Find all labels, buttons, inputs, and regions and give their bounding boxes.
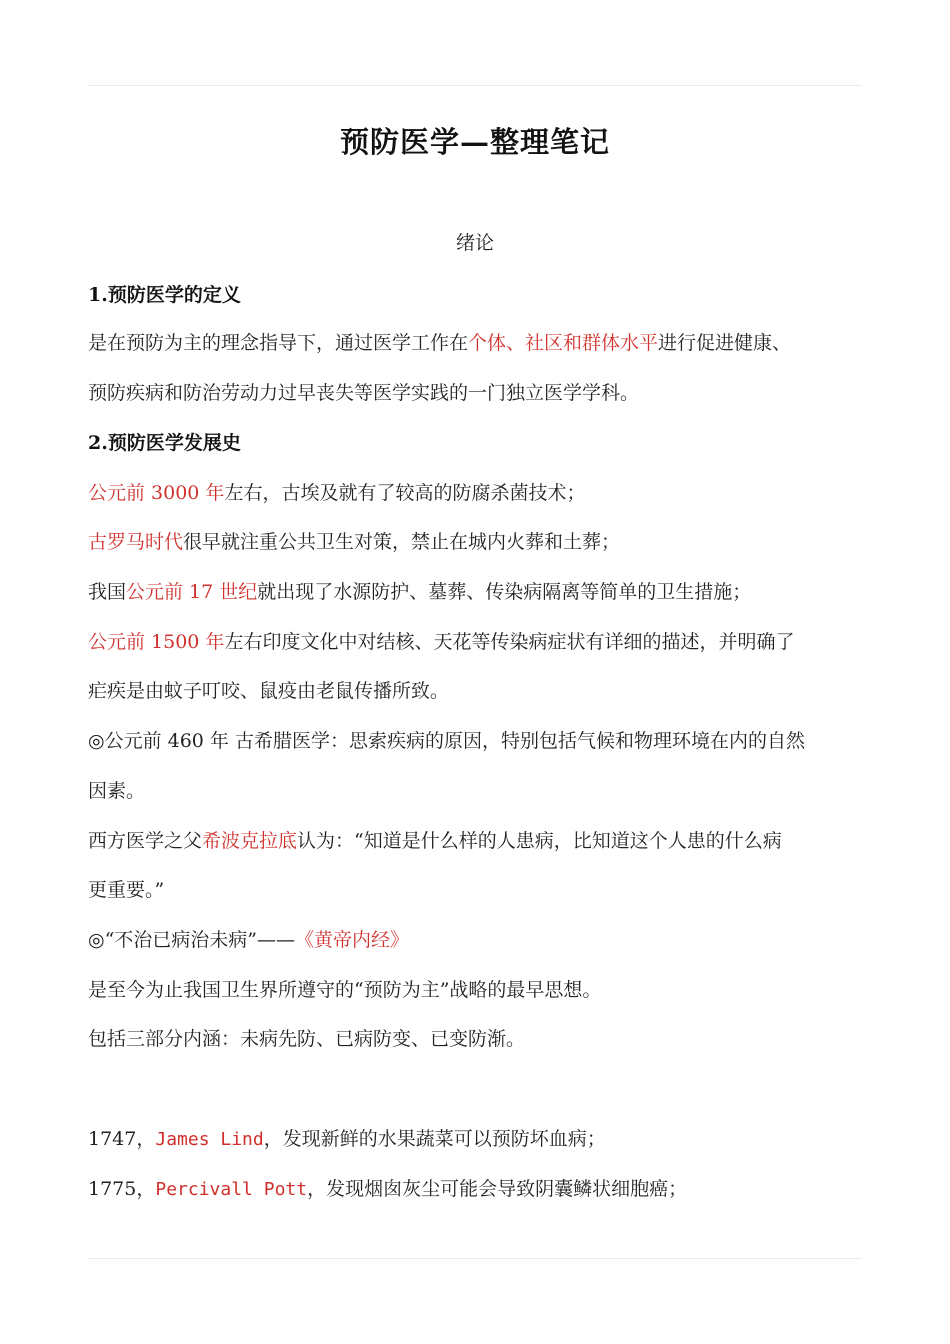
page-title: 预防医学—整理笔记 <box>339 125 610 159</box>
paragraph-line <box>88 925 409 952</box>
highlight-text: 公元前 17 世纪 <box>126 581 258 603</box>
paragraph-line <box>88 328 791 355</box>
text-span: ◎“不治已病治未病”—— <box>88 929 296 951</box>
section-heading-definition: 1.预防医学的定义 <box>88 284 241 306</box>
highlight-text: James Lind <box>155 1129 264 1150</box>
paragraph-line: 包括三部分内涵：未病先防、已病防变、已变防渐。 <box>88 1028 526 1050</box>
header-rule <box>88 85 862 86</box>
paragraph-line: ◎公元前 460 年 古希腊医学：思索疾病的原因，特别包括气候和物理环境在内的自然 <box>88 730 805 752</box>
highlight-text: 《黄帝内经》 <box>295 929 410 951</box>
paragraph-line <box>88 826 782 853</box>
paragraph-line <box>88 1124 606 1151</box>
highlight-text: 公元前 3000 年 <box>88 482 225 504</box>
text-span: 1747， <box>88 1128 156 1150</box>
text-span: 左右，古埃及就有了较高的防腐杀菌技术； <box>224 482 586 504</box>
text-span: 进行促进健康、 <box>658 332 792 354</box>
paragraph-line <box>88 527 620 554</box>
highlight-text: 古罗马时代 <box>88 531 184 553</box>
paragraph-line <box>88 1174 687 1201</box>
text-span: 1775， <box>88 1178 156 1200</box>
paragraph-line: 更重要。” <box>88 879 165 901</box>
highlight-text: 希波克拉底 <box>202 830 298 852</box>
chapter-subtitle: 绪论 <box>455 232 494 254</box>
paragraph-line: 是至今为止我国卫生界所遵守的“预防为主”战略的最早思想。 <box>88 979 602 1001</box>
text-span: 我国 <box>88 581 127 603</box>
paragraph-line <box>88 627 794 654</box>
paragraph-line: 因素。 <box>88 780 146 802</box>
highlight-text: Percivall Pott <box>155 1179 308 1200</box>
paragraph-line: 预防疾病和防治劳动力过早丧失等医学实践的一门独立医学学科。 <box>88 382 640 404</box>
text-span: 西方医学之父 <box>88 830 203 852</box>
text-span: 是在预防为主的理念指导下，通过医学工作在 <box>88 332 469 354</box>
text-span: 认为：“知道是什么样的人患病，比知道这个人患的什么病 <box>297 830 782 852</box>
text-span: 左右印度文化中对结核、天花等传染病症状有详细的描述，并明确了 <box>224 631 795 653</box>
text-span: ，发现新鲜的水果蔬菜可以预防坏血病； <box>263 1128 606 1150</box>
paragraph-line <box>88 478 585 505</box>
highlight-text: 公元前 1500 年 <box>88 631 225 653</box>
paragraph-line <box>88 577 751 604</box>
text-span: ，发现烟囱灰尘可能会导致阴囊鳞状细胞癌； <box>307 1178 688 1200</box>
paragraph-line: 疟疾是由蚊子叮咬、鼠疫由老鼠传播所致。 <box>88 680 450 702</box>
text-span: 就出现了水源防护、墓葬、传染病隔离等简单的卫生措施； <box>257 581 752 603</box>
highlight-text: 个体、社区和群体水平 <box>468 332 659 354</box>
section-heading-history: 2.预防医学发展史 <box>88 432 241 454</box>
text-span: 很早就注重公共卫生对策，禁止在城内火葬和土葬； <box>183 531 621 553</box>
footer-rule <box>88 1258 862 1259</box>
